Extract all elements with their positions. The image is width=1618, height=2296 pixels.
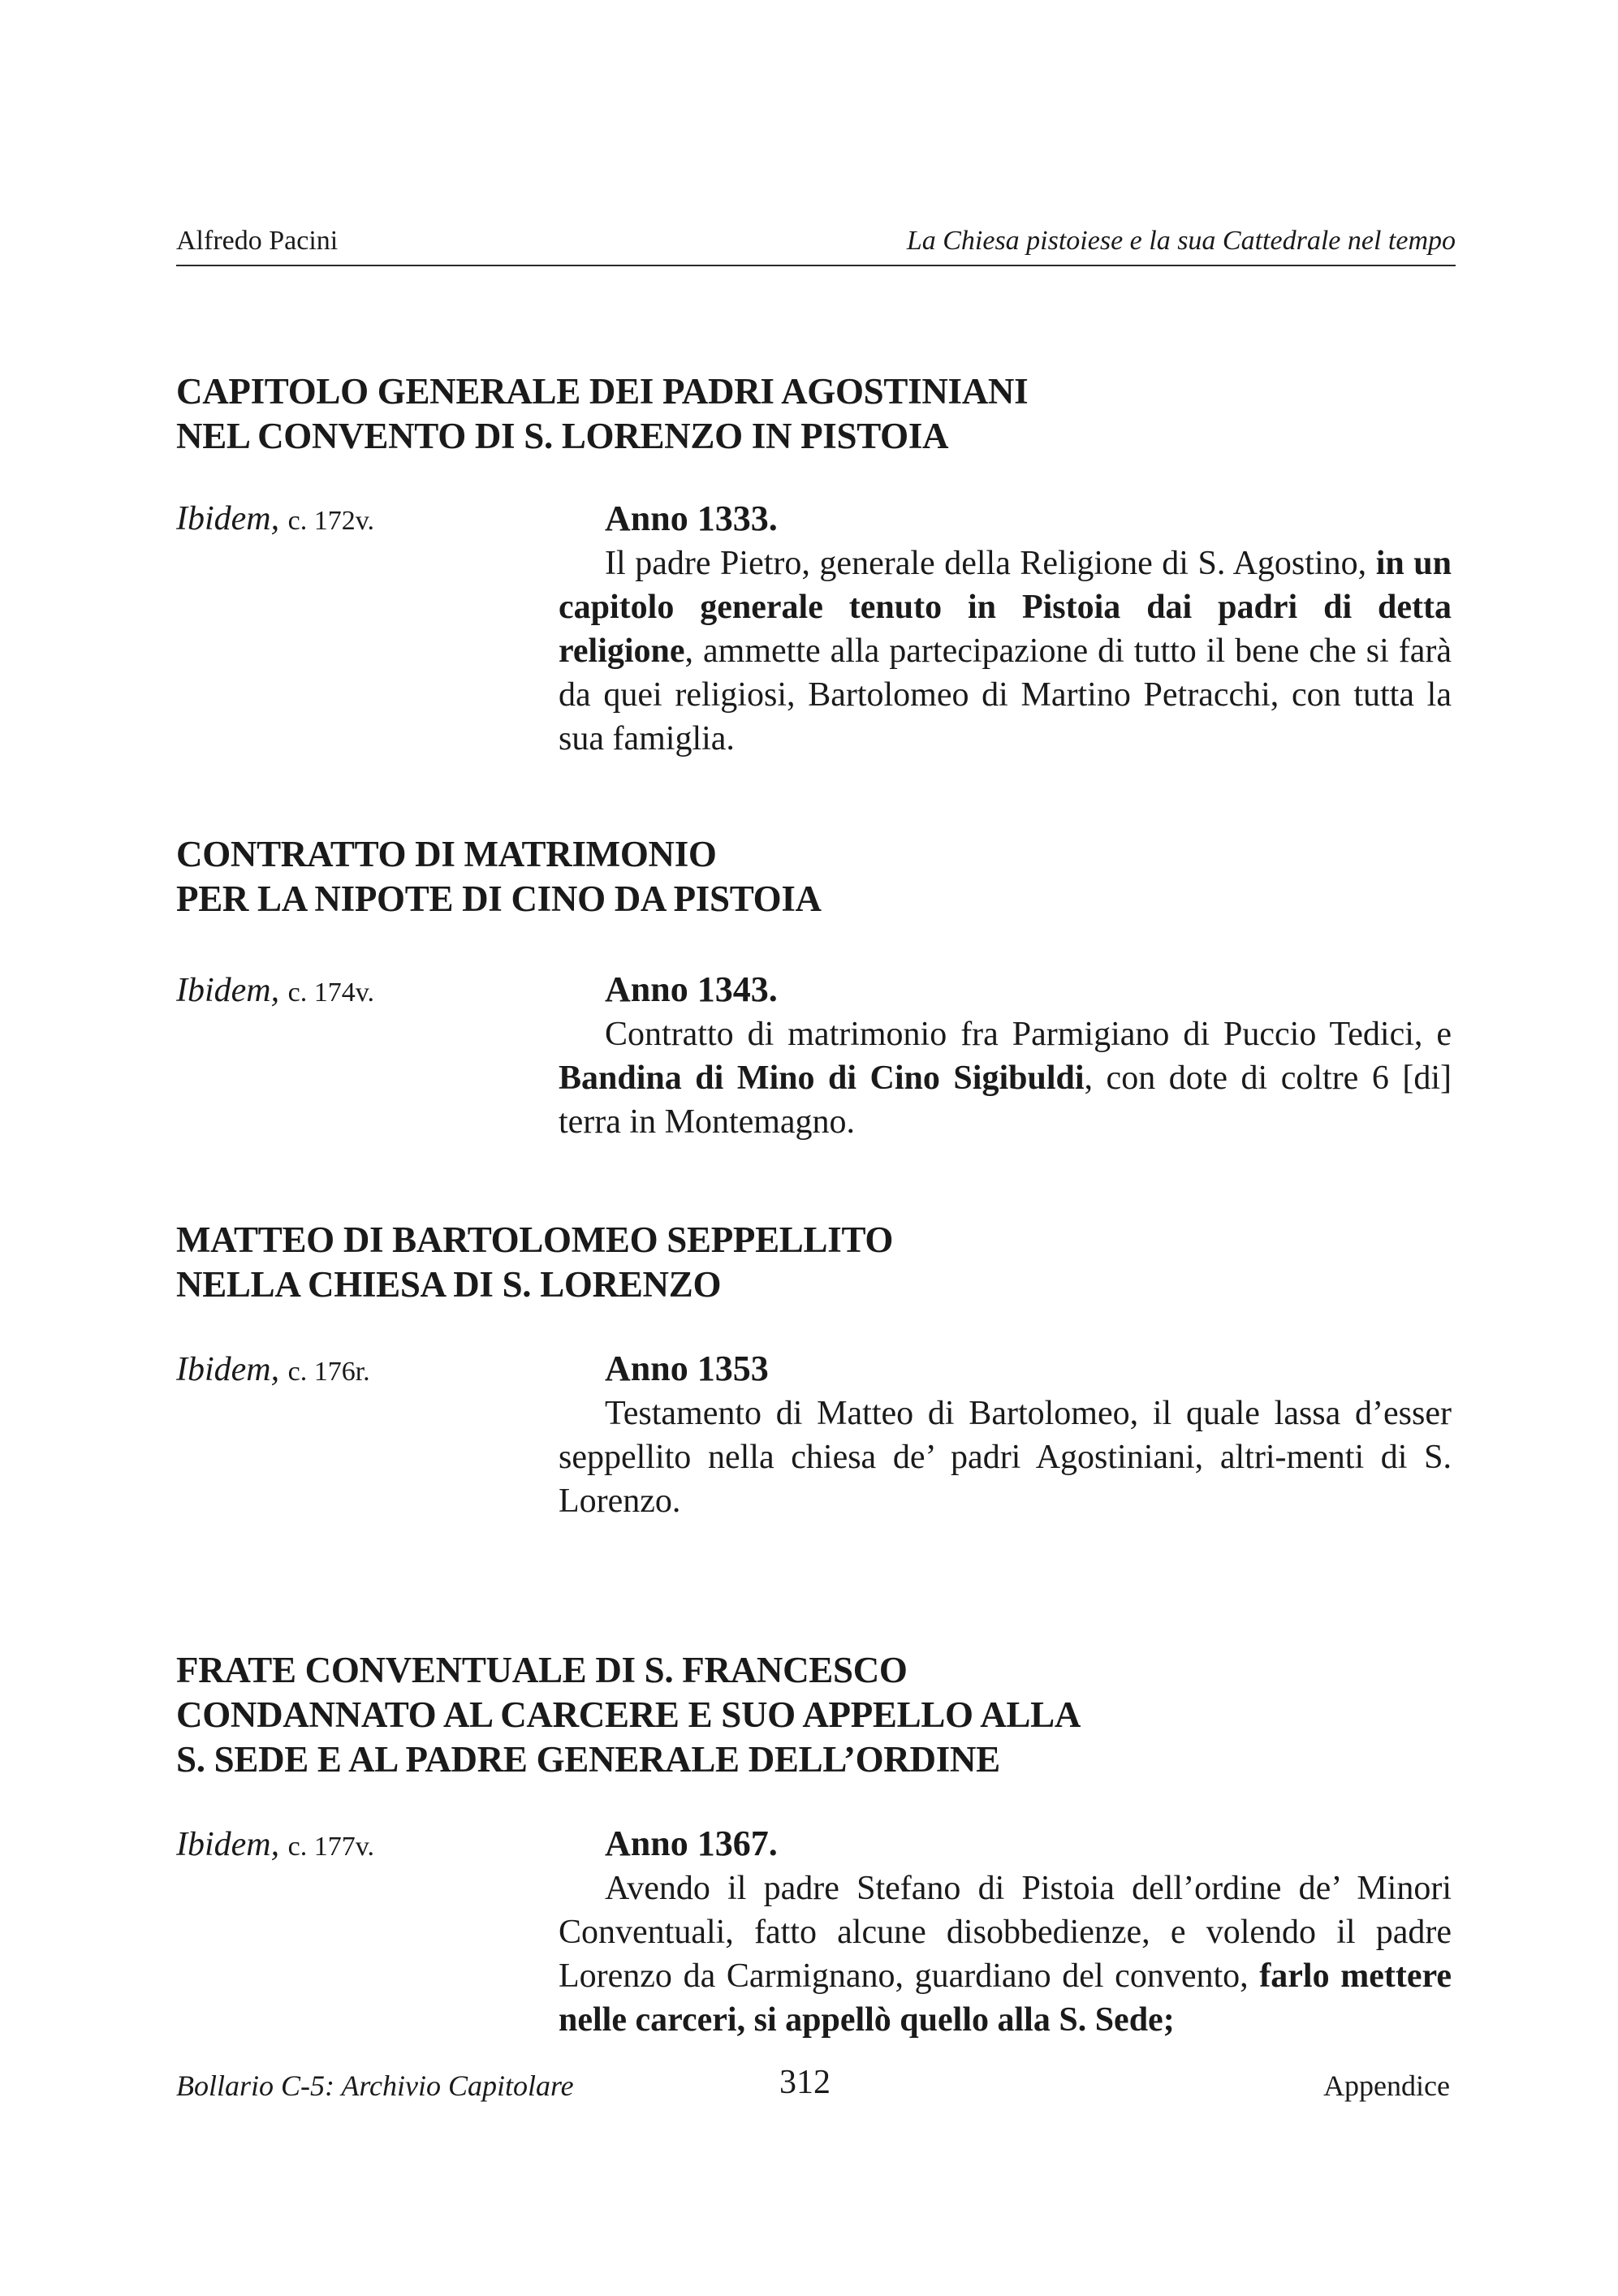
- source-reference: [176, 499, 374, 538]
- source-reference: [176, 1825, 374, 1864]
- section-title: [176, 369, 1443, 459]
- reference-folio: c. 176r.: [287, 1357, 370, 1387]
- header-rule: [176, 265, 1456, 266]
- entry-year: Anno 1367.: [605, 1823, 778, 1863]
- entry-text: [559, 542, 1452, 761]
- entry-year: Anno 1353: [605, 1349, 769, 1388]
- section-title-line: CAPITOLO GENERALE DEI PADRI AGOSTINIANI: [176, 371, 1029, 412]
- section-title: [176, 1648, 1443, 1782]
- entry: [559, 1821, 1452, 2042]
- text-run: , ammette alla partecipazione di tutto il bene che si farà da quei religiosi, Bartolomeo di Martino Petracchi, con tutta la sua famiglia.: [559, 632, 1452, 757]
- section-title-line: NELLA CHIESA DI S. LORENZO: [176, 1264, 722, 1305]
- reference-ibidem: Ibidem,: [176, 1826, 280, 1863]
- section-title-line: NEL CONVENTO DI S. LORENZO IN PISTOIA: [176, 416, 949, 456]
- text-run: , con dote di coltre 6 [di] terra in Montemagno.: [559, 1060, 1452, 1141]
- text-run: Il padre Pietro, generale della Religione di S. Agostino,: [605, 545, 1376, 582]
- entry-year: Anno 1333.: [605, 498, 778, 538]
- source-reference: [176, 971, 374, 1010]
- entry: [559, 967, 1452, 1144]
- entry: [559, 496, 1452, 761]
- section-title-line: MATTEO DI BARTOLOMEO SEPPELLITO: [176, 1219, 894, 1260]
- entry-text: [559, 1012, 1452, 1144]
- source-reference: [176, 1350, 370, 1389]
- entry-text: [559, 1392, 1452, 1523]
- section-title-line: CONDANNATO AL CARCERE E SUO APPELLO ALLA: [176, 1694, 1081, 1735]
- entry-year: Anno 1343.: [605, 969, 778, 1009]
- text-run: Testamento di Matteo di Bartolomeo, il quale lassa d’esser seppellito nella chiesa de’ padri Agostiniani, altri-menti di S. Lorenzo.: [559, 1395, 1452, 1520]
- section-title-line: S. SEDE E AL PADRE GENERALE DELL’ORDINE: [176, 1739, 1000, 1780]
- section-title-line: PER LA NIPOTE DI CINO DA PISTOIA: [176, 878, 822, 919]
- section-title: [176, 1218, 1443, 1307]
- reference-folio: c. 174v.: [287, 978, 375, 1008]
- footer-source: Bollario C-5: Archivio Capitolare: [176, 2069, 574, 2102]
- text-run: Avendo il padre Stefano di Pistoia dell’ordine de’ Minori Conventuali, fatto alcune disobbedienze, e volendo il padre Lorenzo da Carmignano, guardiano del convento,: [559, 1870, 1452, 1995]
- emphasized-text: farlo mettere nelle carceri, si appellò quello alla S. Sede;: [559, 1957, 1452, 2039]
- entry-text: [559, 1867, 1452, 2042]
- emphasized-text: Bandina di Mino di Cino Sigibuldi: [559, 1060, 1085, 1097]
- header-book-title: La Chiesa pistoiese e la sua Cattedrale nel tempo: [906, 226, 1456, 256]
- reference-folio: c. 177v.: [287, 1832, 375, 1862]
- reference-ibidem: Ibidem,: [176, 500, 280, 537]
- section-title: [176, 832, 1443, 921]
- reference-folio: c. 172v.: [287, 506, 375, 536]
- reference-ibidem: Ibidem,: [176, 972, 280, 1009]
- footer-part: Appendice: [1323, 2069, 1450, 2102]
- text-run: Contratto di matrimonio fra Parmigiano di Puccio Tedici, e: [605, 1016, 1452, 1053]
- entry: [559, 1346, 1452, 1523]
- header-author: Alfredo Pacini: [176, 226, 339, 256]
- page-number: 312: [779, 2064, 831, 2101]
- section-title-line: CONTRATTO DI MATRIMONIO: [176, 834, 717, 874]
- running-header: [176, 226, 1456, 266]
- emphasized-text: in un capitolo generale tenuto in Pistoia dai padri di detta religione: [559, 545, 1452, 670]
- section-title-line: FRATE CONVENTUALE DI S. FRANCESCO: [176, 1650, 908, 1690]
- reference-ibidem: Ibidem,: [176, 1351, 280, 1388]
